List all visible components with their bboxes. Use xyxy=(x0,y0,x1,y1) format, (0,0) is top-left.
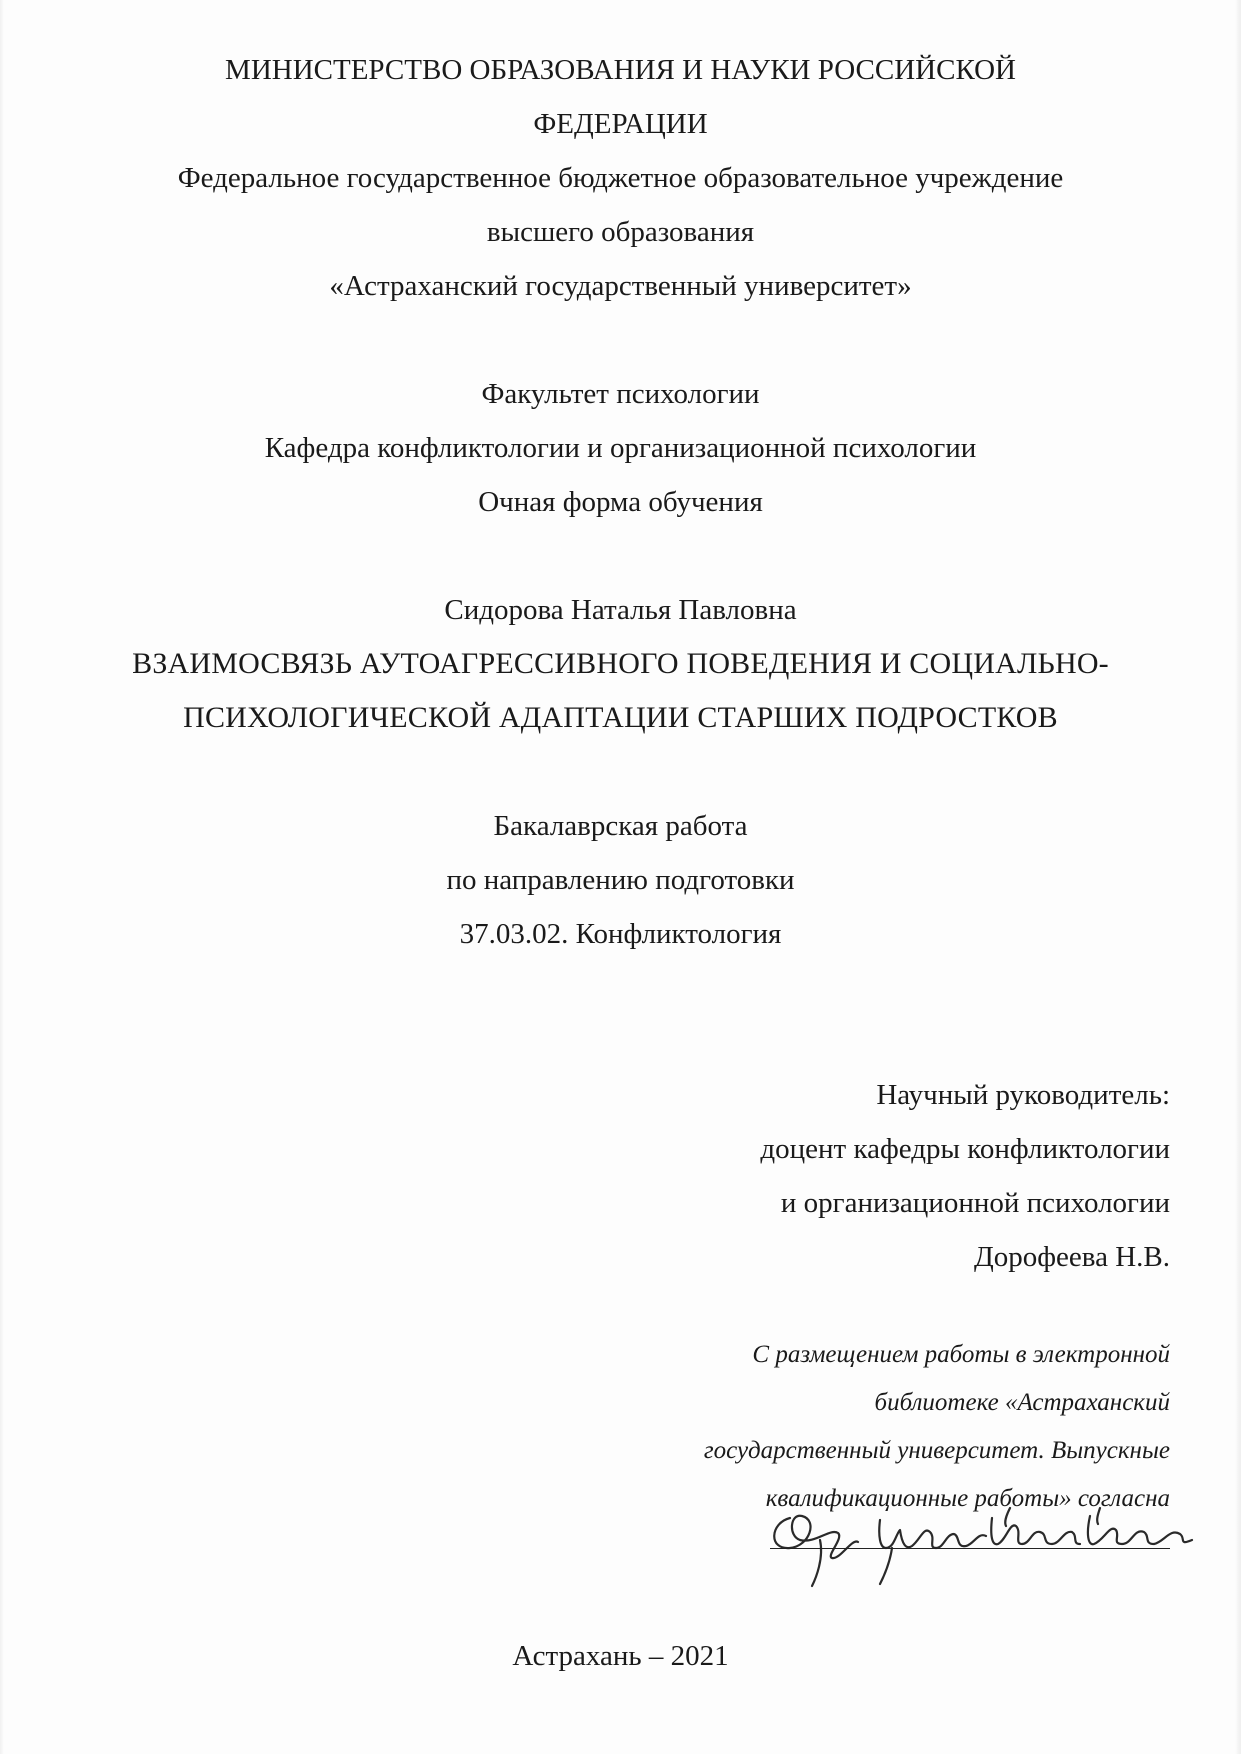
signature-line xyxy=(770,1548,1170,1549)
consent-line-2: библиотеке «Астраханский xyxy=(874,1389,1170,1416)
handwritten-signature xyxy=(760,1478,1220,1588)
consent-line-4: квалификационные работы» согласна xyxy=(765,1485,1170,1512)
ministry-line-1: МИНИСТЕРСТВО ОБРАЗОВАНИЯ И НАУКИ РОССИЙСКОЙ xyxy=(225,54,1016,86)
work-direction-label: по направлению подготовки xyxy=(446,864,795,896)
ministry-line-2: ФЕДЕРАЦИИ xyxy=(533,108,708,140)
thesis-title-line-2: ПСИХОЛОГИЧЕСКОЙ АДАПТАЦИИ СТАРШИХ ПОДРОСТКОВ xyxy=(183,701,1058,734)
department-name: Кафедра конфликтологии и организационной психологии xyxy=(264,432,977,464)
consent-line-1: С размещением работы в электронной xyxy=(752,1341,1170,1368)
study-form: Очная форма обучения xyxy=(478,486,763,518)
faculty-name: Факультет психологии xyxy=(481,378,760,410)
supervisor-label: Научный руководитель: xyxy=(876,1079,1170,1111)
author-name: Сидорова Наталья Павловна xyxy=(444,594,797,626)
supervisor-position-1: доцент кафедры конфликтологии xyxy=(760,1133,1170,1165)
institution-line-1: Федеральное государственное бюджетное образовательное учреждение xyxy=(177,162,1064,194)
work-type: Бакалаврская работа xyxy=(493,810,748,842)
thesis-title-line-1: ВЗАИМОСВЯЗЬ АУТОАГРЕССИВНОГО ПОВЕДЕНИЯ И СОЦИАЛЬНО- xyxy=(132,647,1109,680)
supervisor-position-2: и организационной психологии xyxy=(780,1187,1170,1219)
supervisor-name: Дорофеева Н.В. xyxy=(973,1241,1170,1273)
city-year: Астрахань – 2021 xyxy=(512,1640,729,1672)
work-direction-code: 37.03.02. Конфликтология xyxy=(459,918,782,950)
consent-line-3: государственный университет. Выпускные xyxy=(703,1437,1170,1464)
university-name: «Астраханский государственный университет» xyxy=(329,270,912,302)
institution-line-2: высшего образования xyxy=(486,216,755,248)
